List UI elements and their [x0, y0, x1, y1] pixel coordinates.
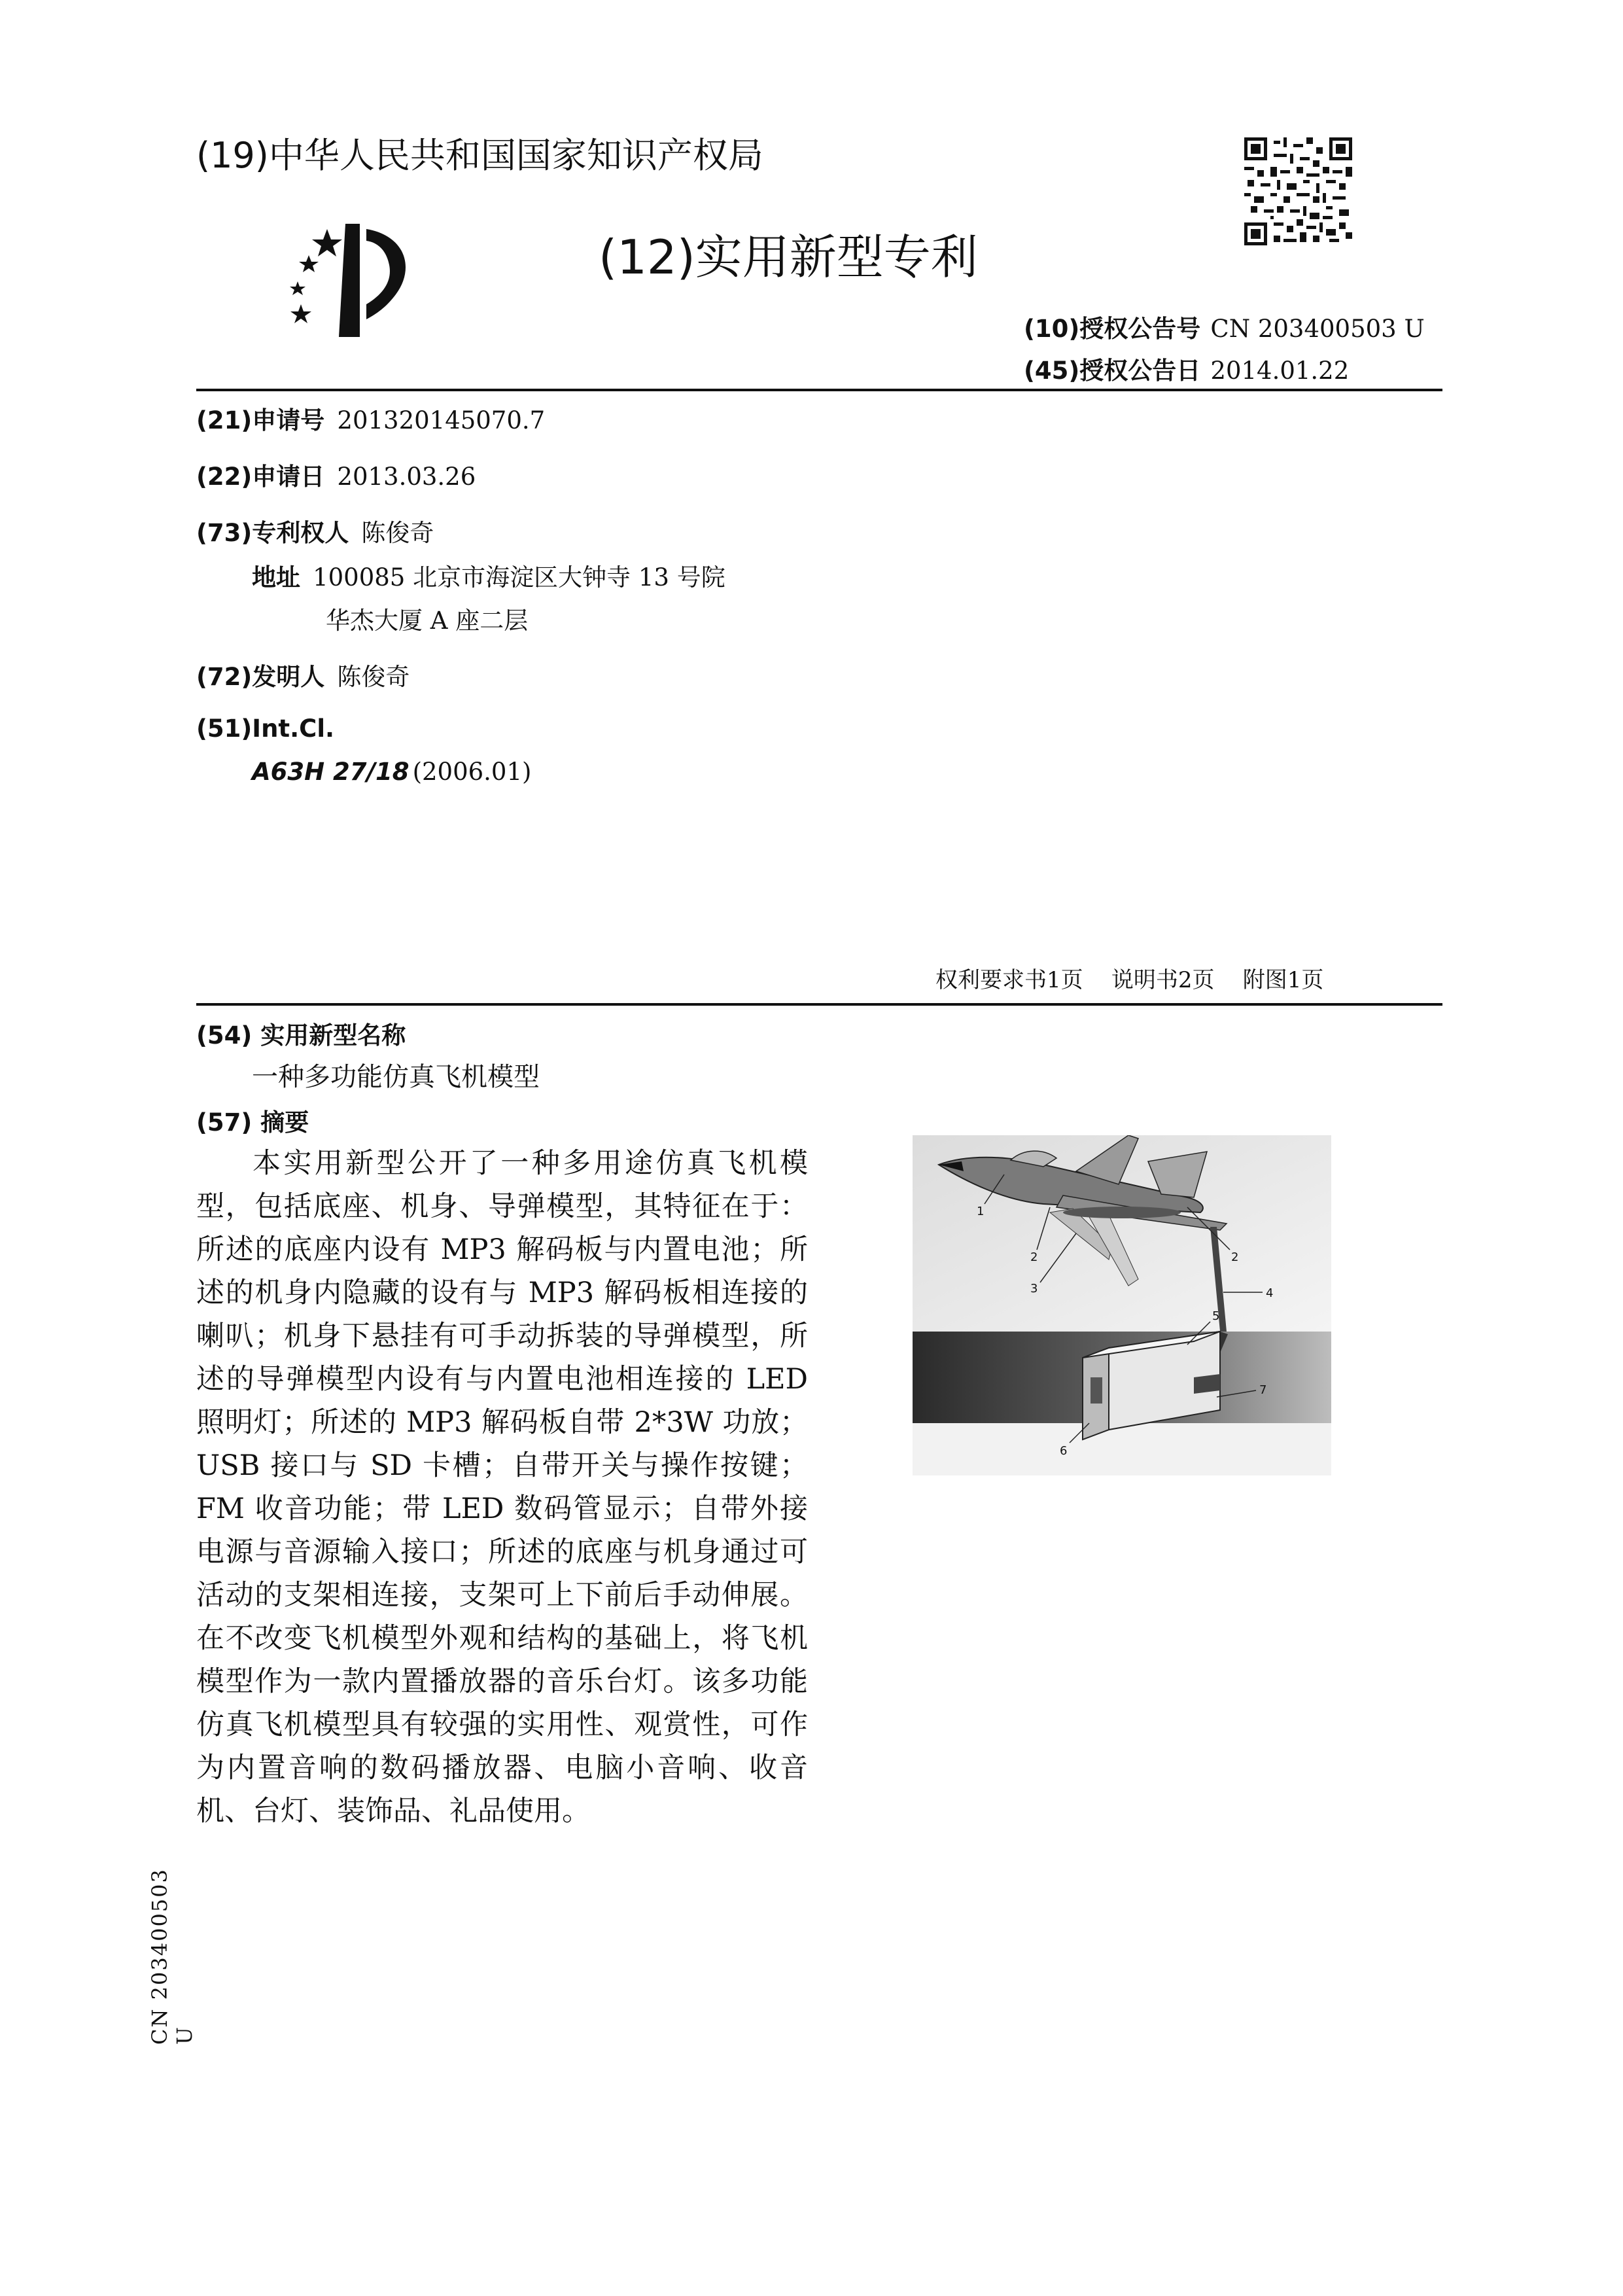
publication-number: CN 203400503 U: [1210, 315, 1425, 343]
abstract-figure: [913, 1135, 1331, 1475]
figure-label-4: 4: [1266, 1286, 1274, 1300]
section-rule: [196, 1003, 1442, 1006]
publication-date-row: [1024, 351, 1349, 386]
document-type: (12)实用新型专利: [599, 230, 978, 285]
figure-label-5: 5: [1212, 1309, 1220, 1323]
qr-code: [1244, 137, 1352, 245]
figure-label-3: 3: [1030, 1282, 1038, 1296]
abstract-text: 本实用新型公开了一种多用途仿真飞机模型，包括底座、机身、导弹模型，其特征在于：所述的底座内设有 MP3 解码板与内置电池；所述的机身内隐藏的设有与 MP3 解码板相连接的喇叭；机身下悬挂有可手动拆装的导弹模型，所述的导弹模型内设有与内置电池相连接的 LED 照明灯；所述的 MP3 解码板自带 2*3W 功放；USB 接口与 SD 卡槽；自带开关与操作按键；FM 收音功能；带 LED 数码管显示；自带外接电源与音源输入接口；所述的底座与机身通过可活动的支架相连接，支架可上下前后手动伸展。在不改变飞机模型外观和结构的基础上，将飞机模型作为一款内置播放器的音乐台灯。该多功能仿真飞机模型具有较强的实用性、观赏性，可作为内置音响的数码播放器、电脑小音响、收音机、台灯、装饰品、礼品使用。: [196, 1147, 808, 1828]
publication-number-row: [1024, 309, 1425, 344]
figure-label-1: 1: [977, 1205, 985, 1218]
patentee-row: [196, 513, 434, 548]
application-number-row: [196, 400, 545, 436]
side-publication-number: CN 203400503 U: [147, 1868, 197, 2045]
inventor-row: [196, 657, 410, 692]
emblem-star: [290, 281, 305, 295]
emblem-star: [312, 229, 342, 256]
emblem-star: [299, 255, 319, 272]
office-emblem: [262, 216, 432, 347]
patentee: 陈俊奇: [361, 519, 434, 547]
address-line-1: 100085 北京市海淀区大钟寺 13 号院: [313, 563, 725, 592]
publication-number-label: (10)授权公告号: [1024, 315, 1201, 343]
publication-date: 2014.01.22: [1210, 357, 1350, 385]
inventor-label: (72)发明人: [196, 663, 325, 691]
filing-date: 2013.03.26: [337, 463, 476, 491]
header-rule: [196, 389, 1442, 391]
intcl-year: (2006.01): [412, 758, 532, 786]
address-row: [252, 557, 725, 593]
title-label: (54) 实用新型名称: [196, 1021, 406, 1050]
figure-label-2b: 2: [1231, 1250, 1239, 1264]
intcl-code: A63H 27/18: [252, 758, 410, 786]
filing-date-row: [196, 457, 476, 492]
figure-label-7: 7: [1259, 1383, 1267, 1397]
utility-model-title: 一种多功能仿真飞机模型: [252, 1062, 540, 1092]
publication-date-label: (45)授权公告日: [1024, 357, 1201, 385]
abstract-label: (57) 摘要: [196, 1108, 309, 1137]
emblem-star: [290, 304, 311, 323]
patentee-label: (73)专利权人: [196, 519, 349, 547]
figure-floor: [913, 1423, 1331, 1475]
inventor: 陈俊奇: [337, 663, 410, 691]
address-label: 地址: [252, 563, 300, 592]
emblem-mark: [366, 229, 406, 319]
emblem-mark: [339, 224, 360, 337]
figure-label-6: 6: [1060, 1444, 1068, 1458]
figure-label-2: 2: [1030, 1250, 1038, 1264]
application-number: 201320145070.7: [337, 406, 546, 434]
address-line-2: 华杰大厦 A 座二层: [326, 607, 529, 635]
intcl-label: (51)Int.Cl.: [196, 715, 335, 743]
office-name: (19)中华人民共和国国家知识产权局: [196, 135, 763, 176]
intcl-row: [252, 758, 531, 786]
filing-date-label: (22)申请日: [196, 463, 325, 491]
application-number-label: (21)申请号: [196, 406, 325, 434]
page-counts: 权利要求书1页 说明书2页 附图1页: [935, 967, 1324, 993]
